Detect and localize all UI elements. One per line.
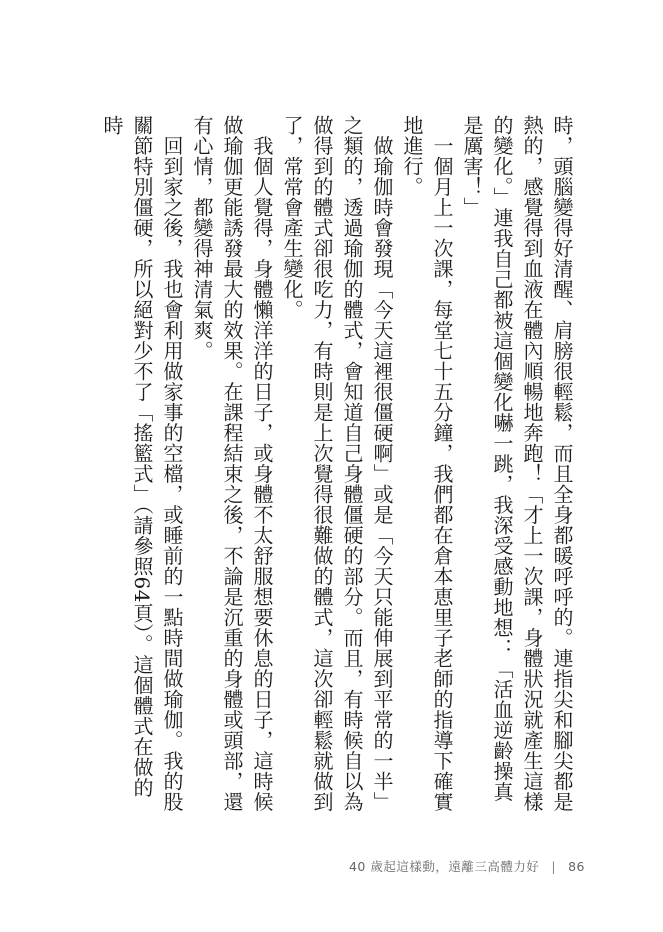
paragraph: 回到家之後，我也會利用做家事的空檔，或睡前的一點時間做瑜伽。我的股關節特別僵硬，所以絕對少不了「搖籃式」（請參照64頁）。這個體式在做的時: [100, 115, 184, 812]
book-title: 40 歲起這樣動，遠離三高體力好: [348, 859, 540, 874]
paragraph: 我個人覺得，身體懶洋洋的日子，或身體不太舒服想要休息的日子，這時候做瑜伽更能誘發最大的效果。在課程結束之後，不論是沉重的身體或頭部，還有心情，都變得神清氣爽。: [190, 115, 274, 812]
body-text: [97, 115, 577, 815]
paragraph: 一個月上一次課，每堂七十五分鐘，我們都在倉本恵里子老師的指導下確實地進行。: [400, 115, 454, 812]
paragraph: 做瑜伽時會發現「今天這裡很僵硬啊」或是「今天只能伸展到平常的一半」之類的，透過瑜伽的體式，會知道自己身體僵硬的部分。而且，有時候自以為做得到的體式卻很吃力，有時則是上次覺得很難做的體式，這次卻輕鬆就做到了，常常會產生變化。: [280, 115, 394, 812]
footer-separator: |: [551, 858, 557, 874]
paragraph: 時，頭腦變得好清醒、肩膀很輕鬆，而且全身都暖呼呼的。連指尖和腳尖都是熱的，感覺得到血液在體內順暢地奔跑！「才上一次課，身體狀況就產生這樣的變化。」連我自己都被這個變化嚇一跳，我深受感動地想：「活血逆齡操真是厲害！」: [460, 115, 574, 812]
running-footer: [349, 857, 585, 875]
page-number: 86: [568, 858, 585, 874]
